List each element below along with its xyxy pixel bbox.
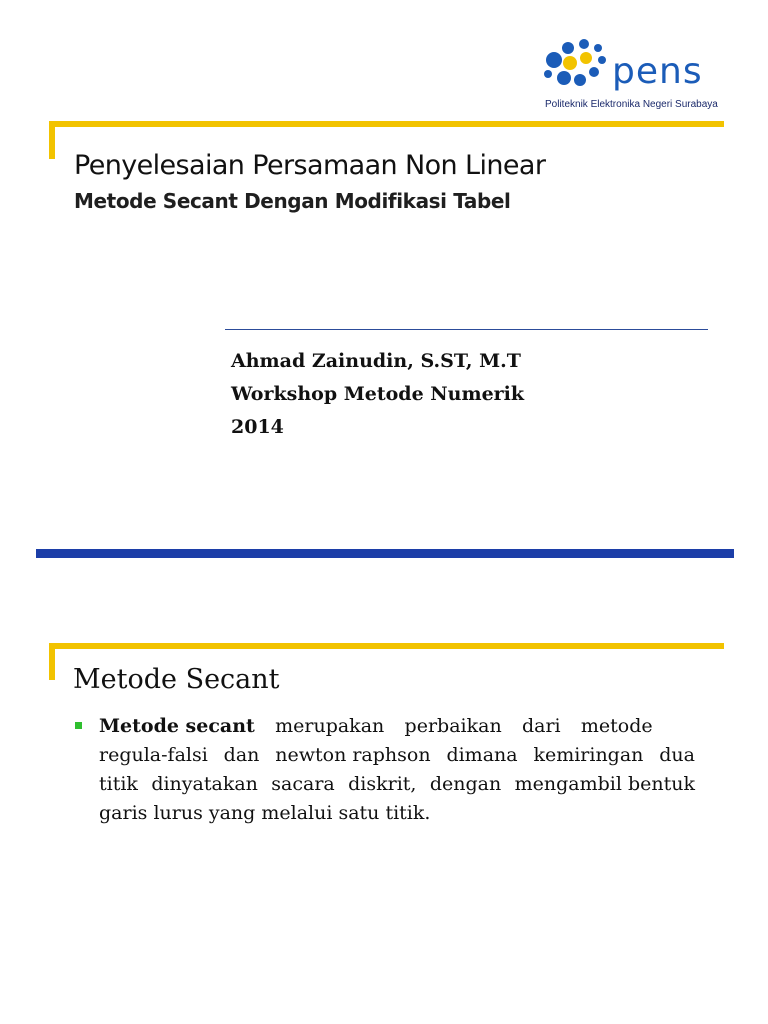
author-name: Ahmad Zainudin, S.ST, M.T xyxy=(231,350,521,372)
logo-dot xyxy=(546,52,562,68)
logo-dot xyxy=(589,67,599,77)
word: titik xyxy=(99,773,138,795)
slide-title: Penyelesaian Persamaan Non Linear xyxy=(74,150,546,181)
author-block xyxy=(231,345,524,444)
event-name: Workshop Metode Numerik xyxy=(231,383,525,405)
paragraph-lead: Metode secant xyxy=(99,715,255,737)
word: dua xyxy=(659,744,695,766)
paragraph-last-line: garis lurus yang melalui satu titik. xyxy=(99,802,431,824)
logo-dot xyxy=(598,56,606,64)
slide1-accent-left xyxy=(49,121,55,159)
logo-dot xyxy=(557,71,571,85)
word: merupakan xyxy=(275,715,385,737)
bullet-paragraph xyxy=(99,712,695,828)
word: dimana xyxy=(446,744,518,766)
slide1-accent-top xyxy=(49,121,724,127)
word: kemiringan xyxy=(533,744,644,766)
logo-dot xyxy=(562,42,574,54)
slide-subtitle: Metode Secant Dengan Modifikasi Tabel xyxy=(74,189,511,213)
word: dari xyxy=(521,715,561,737)
paragraph-line xyxy=(99,770,695,799)
divider-line xyxy=(225,329,708,330)
event-year: 2014 xyxy=(231,416,284,438)
logo-dot xyxy=(563,56,577,70)
bullet-icon xyxy=(75,722,82,729)
section-heading: Metode Secant xyxy=(73,664,280,695)
word: perbaikan xyxy=(404,715,502,737)
logo-subtitle: Politeknik Elektronika Negeri Surabaya xyxy=(545,99,718,110)
word: regula-falsi xyxy=(99,744,208,766)
paragraph-line xyxy=(99,712,695,741)
word: sacara xyxy=(271,773,335,795)
slide-separator-band xyxy=(36,549,734,558)
logo-dot xyxy=(544,70,552,78)
logo-dot xyxy=(594,44,602,52)
word: dinyatakan xyxy=(151,773,258,795)
word: metode xyxy=(580,715,653,737)
logo-wordmark: pens xyxy=(612,51,703,92)
word: dan xyxy=(223,744,260,766)
logo-dot xyxy=(574,74,586,86)
logo-dot xyxy=(579,39,589,49)
paragraph-line xyxy=(99,799,695,828)
word: diskrit, xyxy=(348,773,417,795)
paragraph-line xyxy=(99,741,695,770)
word: dengan xyxy=(429,773,502,795)
word: newton raphson xyxy=(275,744,431,766)
logo-dot xyxy=(580,52,592,64)
slide2-accent-left xyxy=(49,643,55,680)
slide2-accent-top xyxy=(49,643,724,649)
word: mengambil bentuk xyxy=(514,773,695,795)
